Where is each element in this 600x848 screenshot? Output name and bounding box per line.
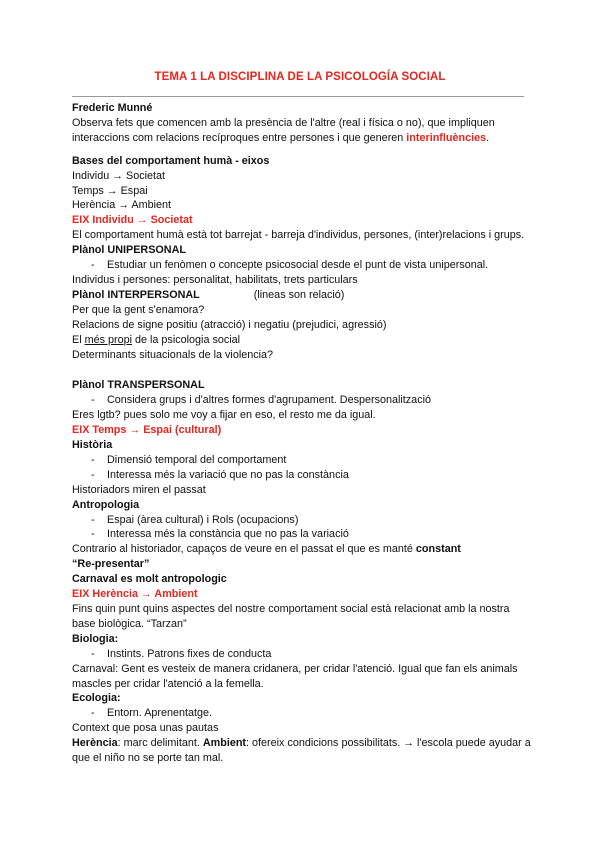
interpersonal-note: (lineas son relació) bbox=[253, 288, 345, 301]
interpersonal-heading-line: Plànol INTERPERSONAL (lineas son relació) bbox=[72, 288, 345, 301]
dash-bullet: - bbox=[91, 647, 95, 660]
list-item: - Interessa més la constància que no pas la variació bbox=[91, 528, 349, 541]
list-item: - Considera grups i d'altres formes d'agrupament. Despersonalització bbox=[91, 394, 431, 407]
dash-bullet: - bbox=[91, 394, 95, 407]
antropologia-text: Contrario al historiador, capaços de veure en el passat el que es manté constant bbox=[72, 543, 461, 556]
dash-bullet: - bbox=[91, 513, 95, 526]
interpersonal-line: Per que la gent s'enamora? bbox=[72, 303, 205, 316]
bases-item: Herència → Ambient bbox=[72, 199, 172, 212]
munne-paragraph: Observa fets que comencen amb la presència de l'altre (real i física o no), que impliquen interaccions com relacions recíproques entre persones i que generen interinfluències. bbox=[72, 116, 495, 144]
document-body bbox=[72, 101, 532, 766]
interinfluencies-highlight: interinfluències bbox=[406, 131, 487, 144]
underlined-text: més propi bbox=[84, 333, 133, 346]
final-paragraph: Herència: marc delimitant. Ambient: ofereix condicions possibilitats. → l'escola puede ayudar a que el niño no se porte tan mal. bbox=[72, 737, 531, 765]
eix-individu-text: El comportament humà està tot barrejat - barreja d'individus, persones, (inter)relacions i grups. bbox=[72, 229, 525, 242]
eix-herencia-heading: EIX Herència → Ambient bbox=[72, 588, 198, 601]
eix-temps-heading: EIX Temps → Espai (cultural) bbox=[72, 424, 222, 437]
bases-item: Temps → Espai bbox=[72, 184, 148, 197]
list-item: - Dimensió temporal del comportament bbox=[91, 453, 287, 466]
eix-individu-heading: EIX Individu → Societat bbox=[72, 214, 193, 227]
list-item: - Estudiar un fenòmen o concepte psicosocial desde el punt de vista unipersonal. bbox=[91, 259, 489, 272]
historia-heading: Història bbox=[72, 439, 113, 452]
bases-item: Individu → Societat bbox=[72, 169, 166, 182]
dash-bullet: - bbox=[91, 528, 95, 541]
biologia-heading: Biologia: bbox=[72, 632, 119, 645]
interpersonal-line: El més propi de la psicologia social bbox=[72, 333, 241, 346]
carnaval-line: Carnaval es molt antropologic bbox=[72, 573, 227, 586]
ecologia-heading: Ecologia: bbox=[72, 692, 121, 705]
dash-bullet: - bbox=[91, 259, 95, 272]
unipersonal-text: Individus i persones: personalitat, habilitats, trets particulars bbox=[72, 273, 358, 286]
unipersonal-heading: Plànol UNIPERSONAL bbox=[72, 244, 186, 257]
transpersonal-text: Eres lgtb? pues solo me voy a fijar en eso, el resto me da igual. bbox=[72, 409, 376, 422]
list-item: - Espai (àrea cultural) i Rols (ocupacions) bbox=[91, 513, 299, 526]
transpersonal-heading: Plànol TRANSPERSONAL bbox=[72, 379, 205, 392]
list-item: - Instints. Patrons fixes de conducta bbox=[91, 647, 272, 660]
list-item: - Entorn. Aprenentatge. bbox=[91, 707, 213, 720]
title-divider bbox=[72, 96, 524, 97]
biologia-text: Carnaval: Gent es vesteix de manera cridanera, per cridar l'atenció. Igual que fan els animals mascles per cridar l'atenció a la femella. bbox=[72, 662, 518, 690]
dash-bullet: - bbox=[91, 453, 95, 466]
interpersonal-line: Determinants situacionals de la violencia? bbox=[72, 348, 274, 361]
interpersonal-line: Relacions de signe positiu (atracció) i negatiu (prejudici, agressió) bbox=[72, 318, 387, 331]
dash-bullet: - bbox=[91, 468, 95, 481]
spacer bbox=[72, 362, 532, 378]
page-title: TEMA 1 LA DISCIPLINA DE LA PSICOLOGÍA SOCIAL bbox=[154, 71, 446, 83]
historia-text: Historiadors miren el passat bbox=[72, 483, 206, 496]
ecologia-text: Context que posa unas pautas bbox=[72, 722, 219, 735]
munne-heading: Frederic Munné bbox=[72, 102, 153, 114]
bases-heading: Bases del comportament humà - eixos bbox=[72, 154, 270, 167]
list-item: - Interessa més la variació que no pas la constància bbox=[91, 468, 349, 481]
representar-quote: “Re-presentar” bbox=[72, 558, 150, 571]
antropologia-heading: Antropologia bbox=[72, 498, 140, 511]
spacer bbox=[72, 146, 532, 154]
dash-bullet: - bbox=[91, 707, 95, 720]
eix-herencia-text: Fins quin punt quins aspectes del nostre comportament social està relacionat amb la nostra base biològica. “Tarzan” bbox=[72, 603, 510, 630]
